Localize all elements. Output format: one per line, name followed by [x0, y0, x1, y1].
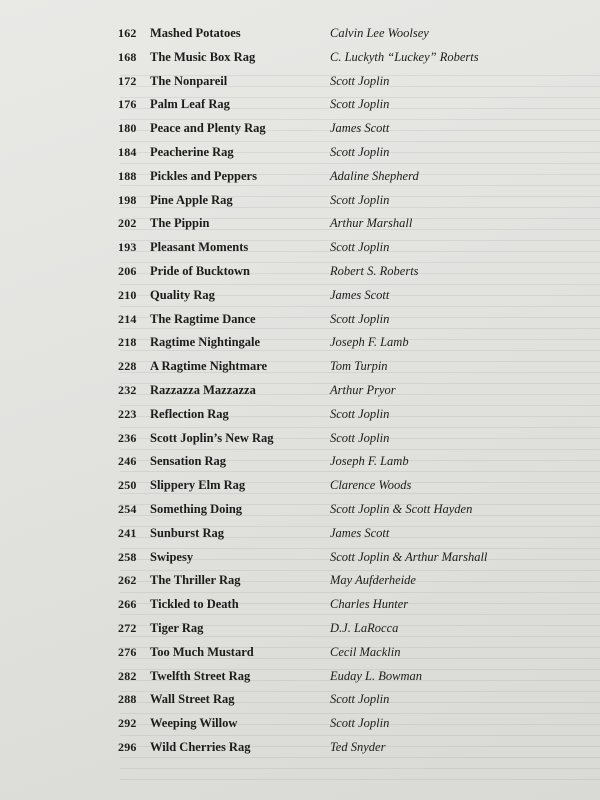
composer-name: Ted Snyder — [330, 740, 386, 754]
page-number: 206 — [118, 264, 137, 278]
page-number: 276 — [118, 644, 137, 659]
piece-title: Pine Apple Rag — [150, 192, 233, 207]
toc-row — [0, 617, 600, 639]
composer-name: Scott Joplin — [330, 406, 390, 421]
composer-name: C. Luckyth “Luckey” Roberts — [330, 49, 479, 64]
toc-row — [0, 93, 600, 115]
piece-title: Slippery Elm Rag — [150, 478, 246, 493]
toc-row — [0, 46, 600, 68]
page-number: 198 — [118, 192, 137, 207]
toc-row — [0, 189, 600, 211]
toc-row — [0, 474, 600, 496]
composer-name: Adaline Shepherd — [330, 168, 419, 183]
toc-row — [0, 141, 600, 163]
page-number: 184 — [118, 145, 137, 159]
toc-row — [0, 736, 600, 758]
piece-title: Scott Joplin’s New Rag — [150, 430, 274, 445]
toc-row — [0, 212, 600, 234]
toc-row — [0, 593, 600, 615]
toc-row — [0, 308, 600, 330]
composer-name: Scott Joplin — [330, 145, 390, 159]
toc-row — [0, 355, 600, 377]
page-number: 236 — [118, 430, 137, 445]
piece-title: Too Much Mustard — [150, 644, 254, 659]
toc-row — [0, 569, 600, 591]
page-number: 292 — [118, 716, 137, 731]
piece-title: The Pippin — [150, 216, 210, 231]
piece-title: Wall Street Rag — [150, 692, 235, 707]
toc-row — [0, 22, 600, 44]
composer-name: James Scott — [330, 525, 390, 540]
composer-name: Scott Joplin — [330, 430, 390, 445]
page-number: 176 — [118, 97, 137, 112]
composer-name: Scott Joplin — [330, 240, 390, 255]
piece-title: Peacherine Rag — [150, 145, 234, 159]
piece-title: Pride of Bucktown — [150, 264, 250, 278]
composer-name: Scott Joplin & Scott Hayden — [330, 502, 473, 516]
composer-name: Clarence Woods — [330, 478, 412, 493]
page-number: 254 — [118, 502, 137, 516]
page-number: 232 — [118, 383, 137, 397]
toc-row — [0, 450, 600, 472]
page-number: 296 — [118, 740, 137, 754]
piece-title: The Nonpareil — [150, 73, 228, 88]
page-number: 202 — [118, 216, 137, 231]
toc-row — [0, 379, 600, 401]
toc-row — [0, 165, 600, 187]
page-number: 193 — [118, 240, 137, 255]
piece-title: Mashed Potatoes — [150, 26, 241, 40]
page-number: 162 — [118, 26, 137, 40]
composer-name: Scott Joplin — [330, 73, 390, 88]
piece-title: Twelfth Street Rag — [150, 668, 251, 683]
page-number: 241 — [118, 525, 137, 540]
piece-title: Razzazza Mazzazza — [150, 383, 256, 397]
piece-title: Palm Leaf Rag — [150, 97, 230, 112]
piece-title: Pleasant Moments — [150, 240, 249, 255]
toc-row — [0, 546, 600, 568]
piece-title: Wild Cherries Rag — [150, 740, 251, 754]
composer-name: Arthur Marshall — [330, 216, 413, 231]
piece-title: Peace and Plenty Rag — [150, 121, 266, 136]
composer-name: Tom Turpin — [330, 359, 388, 374]
piece-title: Sensation Rag — [150, 454, 227, 469]
page-number: 214 — [118, 311, 137, 326]
composer-name: James Scott — [330, 287, 390, 302]
page-number: 180 — [118, 121, 137, 136]
piece-title: Quality Rag — [150, 287, 215, 302]
toc-row — [0, 688, 600, 710]
piece-title: Reflection Rag — [150, 406, 229, 421]
piece-title: Swipesy — [150, 549, 194, 564]
piece-title: The Thriller Rag — [150, 573, 241, 588]
page-number: 218 — [118, 335, 137, 350]
page-number: 228 — [118, 359, 137, 374]
toc-row — [0, 665, 600, 687]
page-number: 223 — [118, 406, 137, 421]
composer-name: Charles Hunter — [330, 597, 409, 612]
page-number: 210 — [118, 287, 137, 302]
page-number: 288 — [118, 692, 137, 707]
composer-name: Scott Joplin — [330, 97, 390, 112]
composer-name: Scott Joplin — [330, 692, 390, 707]
composer-name: Scott Joplin — [330, 311, 390, 326]
composer-name: Joseph F. Lamb — [330, 454, 409, 469]
composer-name: Euday L. Bowman — [330, 668, 423, 683]
composer-name: Calvin Lee Woolsey — [330, 26, 429, 40]
composer-name: Scott Joplin & Arthur Marshall — [330, 549, 488, 564]
toc-row — [0, 498, 600, 520]
piece-title: Tickled to Death — [150, 597, 239, 612]
composer-name: Robert S. Roberts — [330, 264, 419, 278]
page-number: 250 — [118, 478, 137, 493]
piece-title: Ragtime Nightingale — [150, 335, 261, 350]
page-number: 258 — [118, 549, 137, 564]
composer-name: Joseph F. Lamb — [330, 335, 409, 350]
piece-title: Something Doing — [150, 502, 243, 516]
composer-name: May Aufderheide — [330, 573, 416, 588]
page-number: 282 — [118, 668, 137, 683]
toc-row — [0, 641, 600, 663]
toc-row — [0, 331, 600, 353]
toc-row — [0, 403, 600, 425]
composer-name: Scott Joplin — [330, 716, 390, 731]
piece-title: The Music Box Rag — [150, 49, 256, 64]
page-number: 168 — [118, 49, 137, 64]
composer-name: Cecil Macklin — [330, 644, 401, 659]
composer-name: D.J. LaRocca — [330, 621, 399, 635]
toc-row — [0, 117, 600, 139]
page-number: 172 — [118, 73, 137, 88]
toc-row — [0, 260, 600, 282]
toc-row — [0, 284, 600, 306]
toc-row — [0, 70, 600, 92]
page-number: 246 — [118, 454, 137, 469]
piece-title: The Ragtime Dance — [150, 311, 256, 326]
piece-title: Pickles and Peppers — [150, 168, 257, 183]
page-number: 272 — [118, 621, 137, 635]
toc-row — [0, 427, 600, 449]
piece-title: Sunburst Rag — [150, 525, 224, 540]
toc-row — [0, 522, 600, 544]
piece-title: Tiger Rag — [150, 621, 204, 635]
toc-row — [0, 236, 600, 258]
page-number: 262 — [118, 573, 137, 588]
toc-row — [0, 712, 600, 734]
composer-name: James Scott — [330, 121, 390, 136]
composer-name: Arthur Pryor — [330, 383, 396, 397]
piece-title: A Ragtime Nightmare — [150, 359, 268, 374]
page-number: 266 — [118, 597, 137, 612]
composer-name: Scott Joplin — [330, 192, 390, 207]
piece-title: Weeping Willow — [150, 716, 238, 731]
page-number: 188 — [118, 168, 137, 183]
